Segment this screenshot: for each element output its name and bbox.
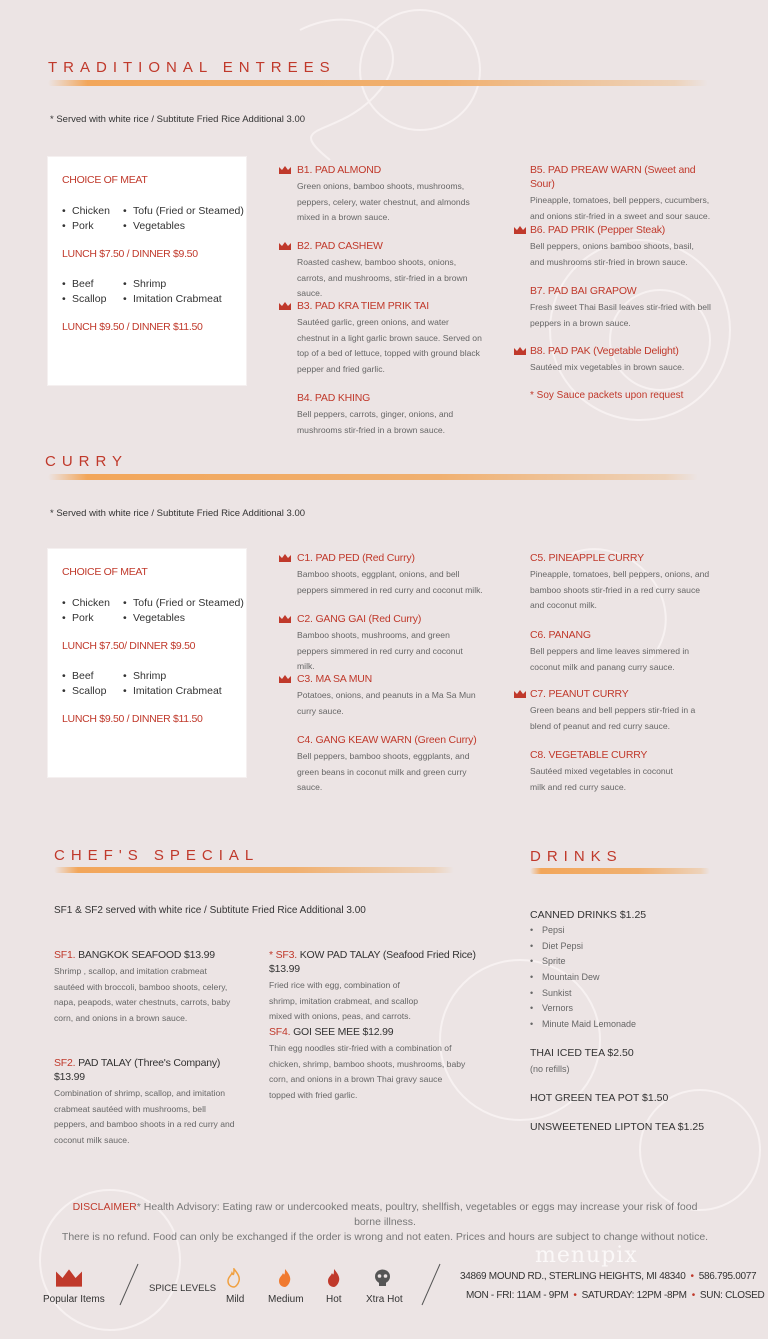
popular-crown-icon [514, 226, 526, 234]
traditional-title: TRADITIONAL ENTREES [48, 59, 336, 76]
menu-item-b7: B7. PAD BAI GRAPOW Fresh sweet Thai Basil leaves stir-fried with bell peppers in a brown sauce. [530, 285, 711, 328]
disclaimer-line2: There is no refund. Food can only be exchanged if the order is wrong and not eaten. Prices and hours are subject to change without notice. [61, 1231, 709, 1243]
drink-item: • Sprite [530, 956, 566, 966]
drink-item: • Diet Pepsi [530, 941, 584, 951]
menu-item-sf1: SF1. BANGKOK SEAFOOD $13.99 Shrimp , scallop, and imitation crabmeat sautéed with broccoli, bamboo shoots, celery, napa, peapods, water chestnuts, carrots, baby corn, and onions in a brown sauce. [54, 949, 231, 1023]
popular-crown-icon [279, 615, 291, 623]
menu-item-b5: B5. PAD PREAW WARN (Sweet and Sour) Pineapple, tomatoes, bell peppers, cucumbers, and onions stir-fried in a sweet and sour sauce. [530, 164, 711, 221]
meat-group2-left: • Beef • Scallop [62, 670, 107, 697]
popular-crown-icon [279, 554, 291, 562]
meat-item: Pork [72, 612, 94, 624]
meat-item: Imitation Crabmeat [133, 685, 222, 697]
divider-slash [420, 1262, 442, 1307]
mild-label: Mild [226, 1294, 245, 1305]
traditional-brush [48, 80, 708, 86]
drink-item: • Sunkist [530, 988, 572, 998]
soy-sauce-note: * Soy Sauce packets upon request [530, 390, 684, 401]
curry-brush [48, 474, 698, 480]
medium-label: Medium [268, 1294, 304, 1305]
meat-header: CHOICE OF MEAT [62, 566, 148, 578]
meat-item: Tofu (Fried or Steamed) [133, 205, 244, 217]
meat-group1-right: • Tofu (Fried or Steamed) • Vegetables [123, 205, 244, 232]
menu-item-b1: B1. PAD ALMOND Green onions, bamboo shoots, mushrooms, peppers, celery, water chestnut, and almonds mixed in a brown sauce. [297, 164, 470, 222]
canned-drinks: CANNED DRINKS $1.25 [530, 909, 647, 921]
restaurant-hours: MON - FRI: 11AM - 9PM • SATURDAY: 12PM -8PM • SUN: CLOSED [466, 1290, 765, 1301]
menu-item-c4: C4. GANG KEAW WARN (Green Curry) Bell peppers, bamboo shoots, eggplants, and green beans in coconut milk and green curry sauce. [297, 734, 477, 792]
watermark-logo: menupix [535, 1243, 638, 1268]
meat-item: Beef [72, 278, 94, 290]
meat-price-2: LUNCH $9.50 / DINNER $11.50 [62, 713, 203, 725]
popular-crown-icon [56, 1269, 82, 1287]
spice-levels-label: SPICE LEVELS [149, 1283, 217, 1294]
meat-price-1: LUNCH $7.50/ DINNER $9.50 [62, 640, 196, 652]
menu-item-b4: B4. PAD KHING Bell peppers, carrots, ginger, onions, and mushrooms stir-fried in a brown sauce. [297, 392, 454, 435]
meat-price-1: LUNCH $7.50 / DINNER $9.50 [62, 248, 198, 260]
meat-item: Chicken [72, 205, 110, 217]
popular-crown-icon [279, 242, 291, 250]
popular-crown-icon [279, 302, 291, 310]
meat-item: Shrimp [133, 670, 167, 682]
menu-item-b8: B8. PAD PAK (Vegetable Delight) Sautéed mix vegetables in brown sauce. [530, 345, 685, 372]
mild-flame-icon [227, 1268, 241, 1288]
thai-iced-tea: THAI ICED TEA $2.50 [530, 1047, 634, 1059]
drink-item: • Vernors [530, 1003, 574, 1013]
menu-item-b2: B2. PAD CASHEW Roasted cashew, bamboo shoots, onions, carrots, and mushrooms, stir-fried in a brown sauce. [297, 240, 468, 298]
hot-green-tea: HOT GREEN TEA POT $1.50 [530, 1092, 669, 1104]
menu-item-c8: C8. VEGETABLE CURRY Sautéed mixed vegetables in coconut milk and red curry sauce. [530, 749, 673, 792]
meat-item: Chicken [72, 597, 110, 609]
drinks-brush [530, 868, 710, 874]
curry-note: * Served with white rice / Subtitute Fried Rice Additional 3.00 [50, 508, 306, 519]
curry-meat-box [48, 549, 246, 777]
meat-group1-right: • Tofu (Fried or Steamed) • Vegetables [123, 597, 244, 624]
meat-item: Beef [72, 670, 94, 682]
meat-item: Scallop [72, 685, 107, 697]
meat-item: Scallop [72, 293, 107, 305]
medium-flame-icon [278, 1268, 292, 1288]
menu-item-c3: C3. MA SA MUN Potatoes, onions, and peanuts in a Ma Sa Mun curry sauce. [297, 673, 476, 716]
meat-group1-left: • Chicken • Pork [62, 205, 110, 232]
disclaimer-label: DISCLAIMER [72, 1201, 137, 1213]
menu-item-b3: B3. PAD KRA TIEM PRIK TAI Sautéed garlic, green onions, and water chestnut in a light garlic brown sauce. Served on top of a bed of lettuce, topped with ground black pepper and fried garlic. [297, 300, 482, 374]
thai-tea-note: (no refills) [530, 1064, 570, 1074]
menu-item-c5: C5. PINEAPPLE CURRY Pineapple, tomatoes, bell peppers, onions, and bamboo shoots stir-fried in a red curry sauce and coconut milk. [530, 552, 710, 610]
menu-item-sf2: SF2. PAD TALAY (Three's Company) $13.99 Combination of shrimp, scallop, and imitation crabmeat sautéed with mushrooms, bell peppers, and bamboo shoots in a red curry and coconut milk sauce. [54, 1057, 235, 1145]
drink-item: • Minute Maid Lemonade [530, 1019, 637, 1029]
xtra-hot-skull-icon [374, 1269, 391, 1287]
meat-item: Imitation Crabmeat [133, 293, 222, 305]
menu-item-c2: C2. GANG GAI (Red Curry) Bamboo shoots, mushrooms, and green peppers simmered in red curry and coconut milk. [297, 613, 463, 671]
popular-crown-icon [514, 347, 526, 355]
chef-title: CHEF'S SPECIAL [54, 847, 260, 864]
menu-item-c7: C7. PEANUT CURRY Green beans and bell peppers stir-fried in a blend of peanut and red curry sauce. [530, 688, 696, 731]
hot-flame-icon [327, 1268, 341, 1288]
hot-label: Hot [326, 1294, 342, 1305]
meat-price-2: LUNCH $9.50 / DINNER $11.50 [62, 321, 203, 333]
curry-title: CURRY [45, 453, 129, 470]
popular-crown-icon [514, 690, 526, 698]
divider-slash [118, 1262, 140, 1307]
meat-group2-right: • Shrimp • Imitation Crabmeat [123, 670, 222, 697]
popular-crown-icon [279, 166, 291, 174]
traditional-meat-box [48, 157, 246, 385]
meat-item: Vegetables [133, 612, 185, 624]
meat-group2-right: • Shrimp • Imitation Crabmeat [123, 278, 222, 305]
drink-item: • Mountain Dew [530, 972, 600, 982]
meat-item: Shrimp [133, 278, 167, 290]
chef-note: SF1 & SF2 served with white rice / Subtitute Fried Rice Additional 3.00 [54, 905, 366, 916]
disclaimer [60, 1200, 710, 1245]
lipton-tea: UNSWEETENED LIPTON TEA $1.25 [530, 1121, 705, 1133]
disclaimer-line1: * Health Advisory: Eating raw or undercooked meats, poultry, shellfish, vegetables or eggs may increase your risk of food borne illness. [136, 1201, 698, 1228]
menu-item-c1: C1. PAD PED (Red Curry) Bamboo shoots, eggplant, onions, and bell peppers simmered in red curry and coconut milk. [297, 552, 483, 595]
chef-brush [54, 867, 454, 873]
restaurant-address: 34869 MOUND RD., STERLING HEIGHTS, MI 48340 • 586.795.0077 [460, 1271, 757, 1282]
popular-items-label: Popular Items [43, 1294, 105, 1305]
meat-group1-left: • Chicken • Pork [62, 597, 110, 624]
meat-item: Pork [72, 220, 94, 232]
traditional-note: * Served with white rice / Subtitute Fried Rice Additional 3.00 [50, 114, 306, 125]
meat-group2-left: • Beef • Scallop [62, 278, 107, 305]
menu-item-b6: B6. PAD PRIK (Pepper Steak) Bell peppers, onions bamboo shoots, basil, and mushrooms stir-fried in brown sauce. [530, 224, 694, 267]
meat-header: CHOICE OF MEAT [62, 174, 148, 186]
meat-item: Tofu (Fried or Steamed) [133, 597, 244, 609]
popular-crown-icon [279, 675, 291, 683]
xtra-hot-label: Xtra Hot [366, 1294, 403, 1305]
menu-item-sf3: * SF3. KOW PAD TALAY (Seafood Fried Rice) $13.99 Fried rice with egg, combination of shrimp, imitation crabmeat, and scallop mixed with onions, peas, and carrots. [269, 949, 476, 1021]
menu-item-c6: C6. PANANG Bell peppers and lime leaves simmered in coconut milk and panang curry sauce. [530, 629, 690, 672]
menu-item-sf4: SF4. GOI SEE MEE $12.99 Thin egg noodles stir-fried with a combination of chicken, shrimp, bamboo shoots, mushrooms, baby corn, and onions in a brown Thai gravy sauce topped with fried garlic. [269, 1026, 466, 1100]
drinks-title: DRINKS [530, 848, 623, 865]
meat-item: Vegetables [133, 220, 185, 232]
drink-item: • Pepsi [530, 925, 565, 935]
